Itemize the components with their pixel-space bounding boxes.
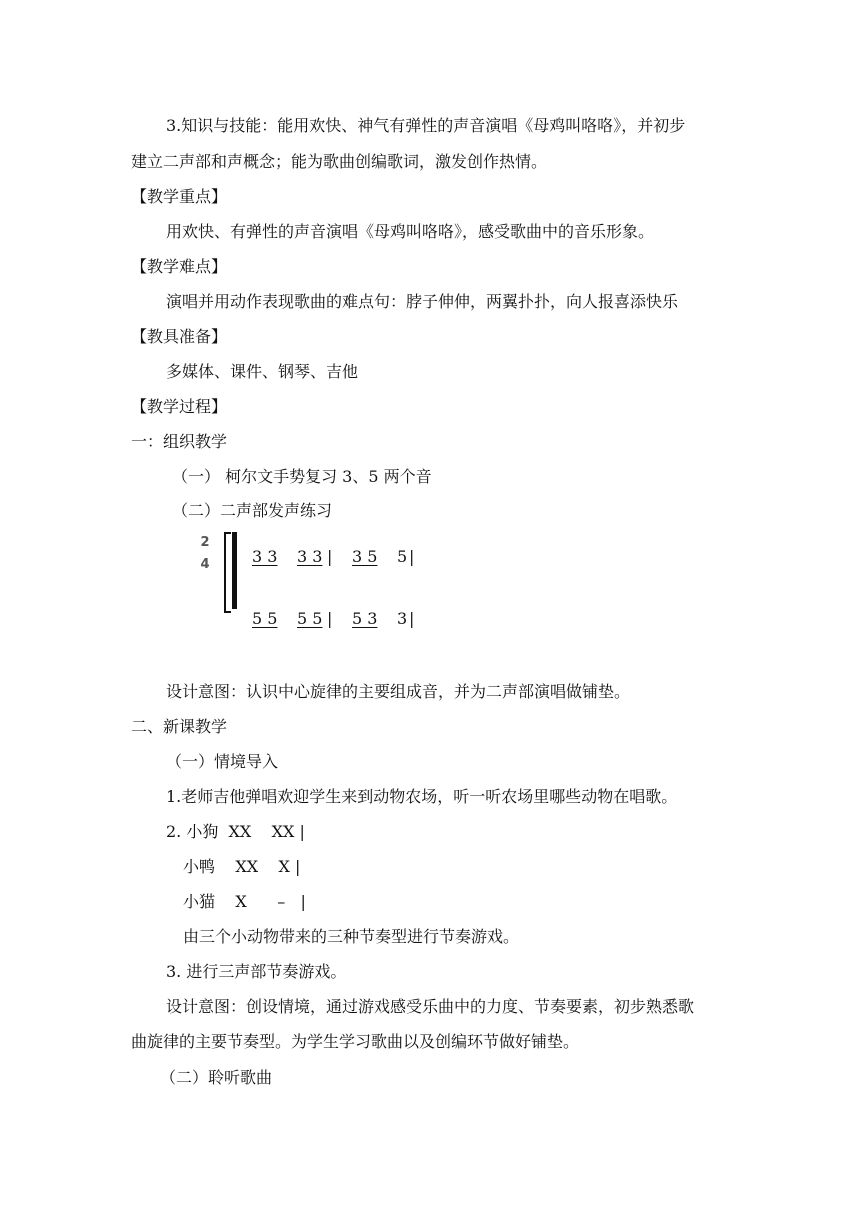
lower-note-group-1: 5 5: [252, 609, 278, 628]
materials-heading: 【教具准备】: [131, 327, 228, 346]
part1-sub1: （一） 柯尔文手势复习 3、5 两个音: [172, 467, 432, 486]
lower-barline-1: |: [327, 609, 333, 628]
part2-title: 二、新课教学: [131, 717, 228, 736]
upper-note-group-1: 3 3: [252, 547, 278, 566]
lower-note-group-3: 5 3: [352, 609, 378, 628]
upper-barline-2: |: [409, 547, 415, 566]
upper-note-group-2: 3 3: [297, 547, 323, 566]
upper-note-4: 5: [397, 547, 408, 566]
lower-note-4: 3: [397, 609, 408, 628]
lower-barline-2: |: [409, 609, 415, 628]
difficulties-heading: 【教学难点】: [131, 257, 228, 276]
part1-sub2: （二）二声部发声练习: [172, 501, 333, 520]
part2-sub2: （二）聆听歌曲: [160, 1068, 273, 1087]
score-brace: [224, 532, 231, 613]
objective-3-line1: 3.知识与技能：能用欢快、神气有弹性的声音演唱《母鸡叫咯咯》，并初步: [166, 116, 686, 135]
materials-text: 多媒体、课件、钢琴、吉他: [166, 362, 359, 381]
part1-design-intent: 设计意图：认识中心旋律的主要组成音，并为二声部演唱做铺垫。: [166, 682, 631, 701]
part2-step3: 3. 进行三声部节奏游戏。: [166, 962, 347, 981]
part2-design-intent-line1: 设计意图：创设情境，通过游戏感受乐曲中的力度、节奏要素，初步熟悉歌: [166, 997, 695, 1016]
part2-step2-line1: 2. 小狗 XX XX |: [166, 822, 305, 841]
part2-step2-line4: 由三个小动物带来的三种节奏型进行节奏游戏。: [183, 927, 520, 946]
time-signature-bottom: 4: [200, 557, 210, 572]
part1-title: 一：组织教学: [131, 432, 228, 451]
time-signature-top: 2: [200, 535, 210, 550]
part2-step2-line2: 小鸭 XX X |: [183, 857, 301, 876]
part2-step1: 1.老师吉他弹唱欢迎学生来到动物农场，听一听农场里哪些动物在唱歌。: [166, 787, 678, 806]
upper-barline-1: |: [327, 547, 333, 566]
score-brace-thick: [232, 532, 237, 609]
difficulties-text: 演唱并用动作表现歌曲的难点句：脖子伸伸，两翼扑扑，向人报喜添快乐: [166, 292, 679, 311]
part2-step2-line3: 小猫 X – |: [183, 892, 306, 911]
upper-note-group-3: 3 5: [352, 547, 378, 566]
process-heading: 【教学过程】: [131, 397, 228, 416]
lower-note-group-2: 5 5: [297, 609, 323, 628]
part2-design-intent-line2: 曲旋律的主要节奏型。为学生学习歌曲以及创编环节做好铺垫。: [131, 1032, 580, 1051]
objective-3-line2: 建立二声部和声概念；能为歌曲创编歌词，激发创作热情。: [131, 152, 548, 171]
key-points-text: 用欢快、有弹性的声音演唱《母鸡叫咯咯》，感受歌曲中的音乐形象。: [166, 222, 655, 241]
part2-sub1: （一）情境导入: [166, 752, 279, 771]
key-points-heading: 【教学重点】: [131, 187, 228, 206]
